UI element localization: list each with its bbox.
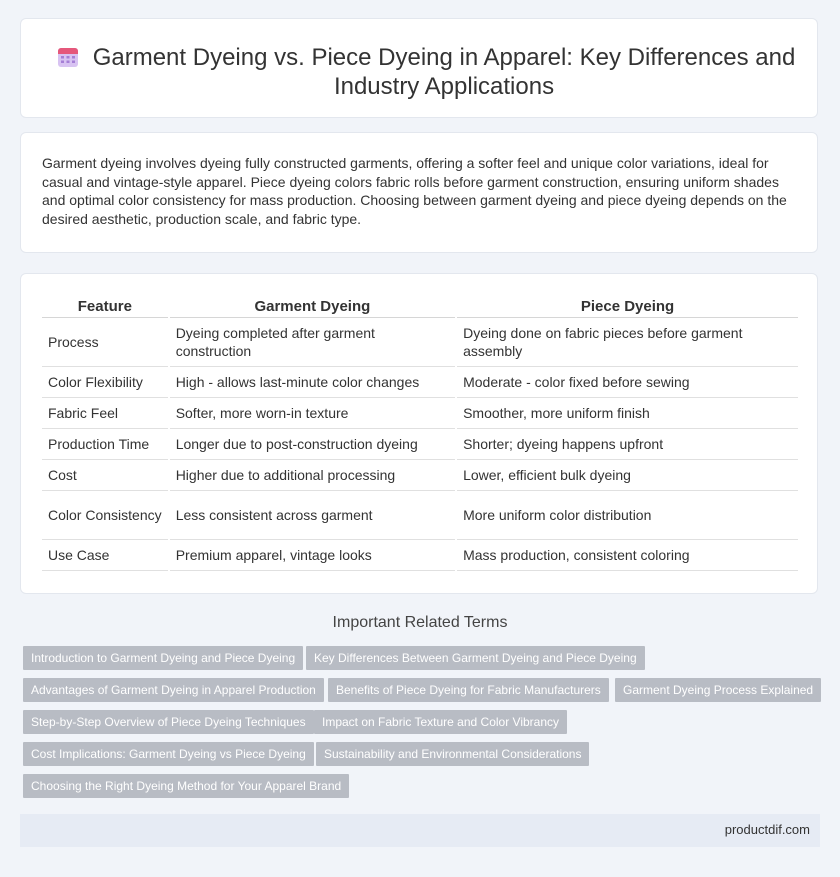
table-cell: Moderate - color fixed before sewing [456, 366, 798, 397]
comparison-table [42, 292, 798, 571]
column-header-garment-dyeing: Garment Dyeing [169, 292, 456, 317]
table-cell: High - allows last-minute color changes [169, 366, 456, 397]
intro-card [20, 132, 818, 253]
table-cell: Premium apparel, vintage looks [169, 539, 456, 570]
comparison-card [20, 273, 818, 594]
column-header-piece-dyeing: Piece Dyeing [456, 292, 798, 317]
related-tag[interactable]: Impact on Fabric Texture and Color Vibrancy [314, 710, 567, 734]
table-row [42, 539, 798, 570]
table-cell: Less consistent across garment [169, 490, 456, 539]
page-title: Garment Dyeing vs. Piece Dyeing in Apparel: Key Differences and Industry Applications [92, 44, 796, 100]
table-row [42, 397, 798, 428]
table-cell: Fabric Feel [42, 397, 169, 428]
related-tag[interactable]: Introduction to Garment Dyeing and Piece Dyeing [23, 646, 303, 670]
footer-bar [20, 814, 820, 847]
related-terms-title: Important Related Terms [332, 614, 508, 631]
table-cell: Dyeing done on fabric pieces before garment assembly [456, 317, 798, 366]
related-tag[interactable]: Garment Dyeing Process Explained [615, 678, 821, 702]
table-cell: Production Time [42, 428, 169, 459]
related-tag[interactable]: Step-by-Step Overview of Piece Dyeing Techniques [23, 710, 314, 734]
related-tag[interactable]: Sustainability and Environmental Considerations [316, 742, 589, 766]
table-cell: Cost [42, 459, 169, 490]
column-header-feature: Feature [42, 292, 169, 317]
table-cell: Process [42, 317, 169, 366]
table-header-row [42, 292, 798, 317]
related-tag[interactable]: Cost Implications: Garment Dyeing vs Piece Dyeing [23, 742, 314, 766]
table-row [42, 366, 798, 397]
table-row [42, 490, 798, 539]
table-cell: Color Flexibility [42, 366, 169, 397]
table-cell: Lower, efficient bulk dyeing [456, 459, 798, 490]
table-cell: Longer due to post-construction dyeing [169, 428, 456, 459]
title-card [20, 18, 818, 118]
calendar-icon [57, 46, 79, 68]
related-tag[interactable]: Advantages of Garment Dyeing in Apparel Production [23, 678, 324, 702]
table-cell: Shorter; dyeing happens upfront [456, 428, 798, 459]
table-row [42, 428, 798, 459]
table-cell: Color Consistency [42, 490, 169, 539]
table-row [42, 317, 798, 366]
table-cell: Use Case [42, 539, 169, 570]
table-cell: Mass production, consistent coloring [456, 539, 798, 570]
intro-paragraph: Garment dyeing involves dyeing fully constructed garments, offering a softer feel and unique color variations, ideal for casual and vintage-style apparel. Piece dyeing colors fabric rolls before garment construction, ensuring uniform shades and optimal color consistency for mass production. Choosing between garment dyeing and piece dyeing depends on the desired aesthetic, production scale, and fabric type. [42, 155, 787, 227]
table-cell: Smoother, more uniform finish [456, 397, 798, 428]
table-cell: More uniform color distribution [456, 490, 798, 539]
related-tag[interactable]: Key Differences Between Garment Dyeing and Piece Dyeing [306, 646, 645, 670]
table-cell: Dyeing completed after garment construction [169, 317, 456, 366]
related-tag[interactable]: Benefits of Piece Dyeing for Fabric Manufacturers [328, 678, 609, 702]
footer-site-name: productdif.com [724, 822, 810, 837]
related-tag[interactable]: Choosing the Right Dyeing Method for Your Apparel Brand [23, 774, 349, 798]
table-cell: Softer, more worn-in texture [169, 397, 456, 428]
table-row [42, 459, 798, 490]
table-cell: Higher due to additional processing [169, 459, 456, 490]
